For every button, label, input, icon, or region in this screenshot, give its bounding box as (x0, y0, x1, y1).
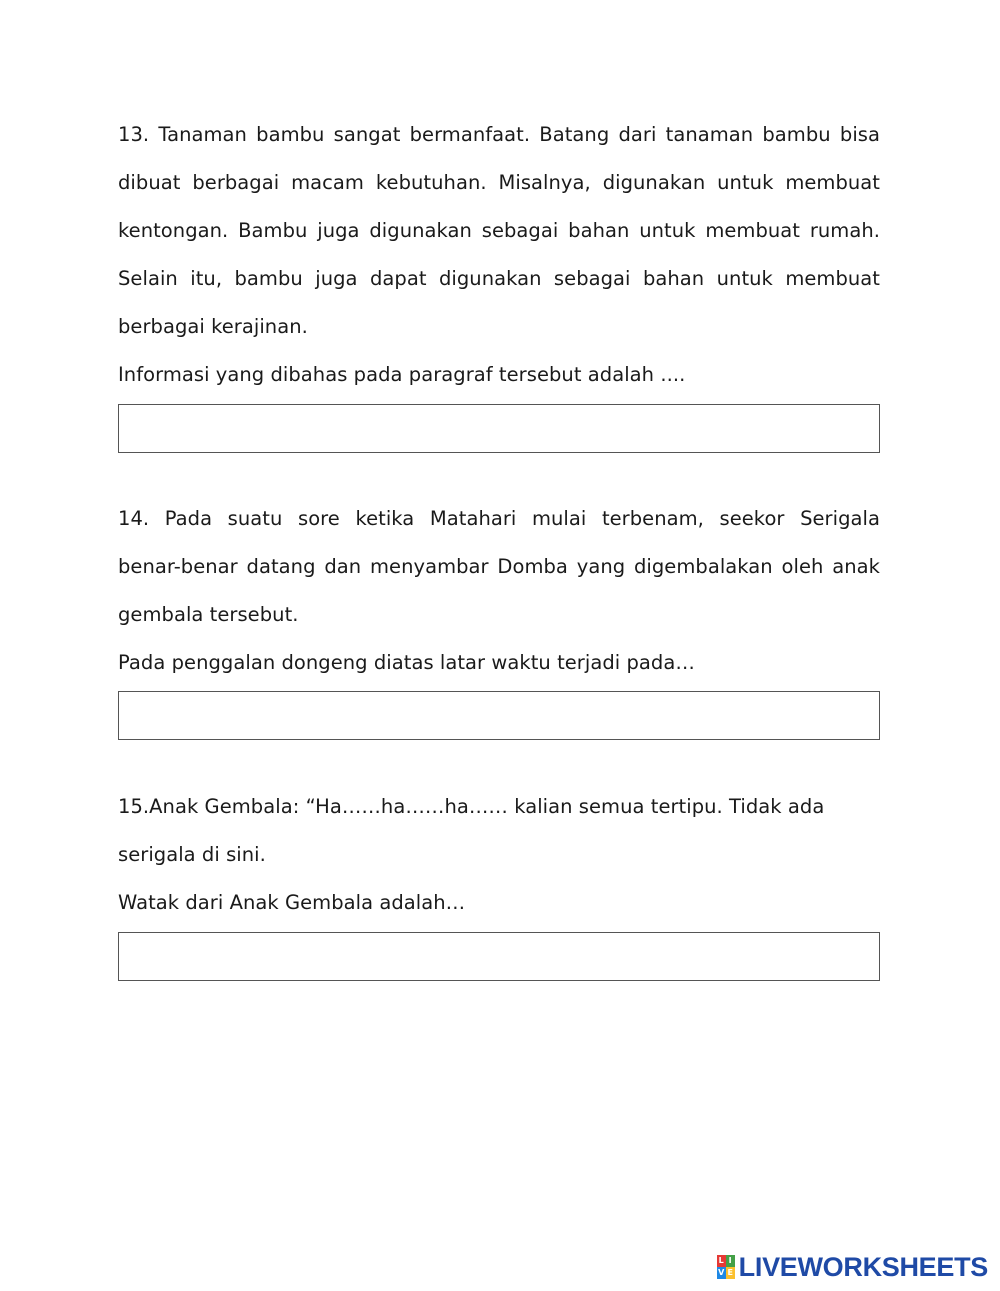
answer-input-14[interactable] (118, 691, 880, 740)
liveworksheets-logo[interactable] (717, 1247, 988, 1287)
question-text-line: gembala tersebut. (118, 603, 299, 626)
logo-letter: E (727, 1268, 733, 1277)
answer-input-15[interactable] (118, 932, 880, 981)
question-13 (118, 111, 880, 399)
question-text-line: berbagai kerajinan. (118, 315, 308, 338)
question-text-line: kentongan. Bambu juga digunakan sebagai bahan untuk membuat rumah. (118, 219, 880, 242)
question-14 (118, 495, 880, 687)
question-text-line: 15.Anak Gembala: “Ha……ha……ha…… kalian semua tertipu. Tidak ada (118, 795, 825, 818)
question-text-line: Selain itu, bambu juga dapat digunakan sebagai bahan untuk membuat (118, 267, 880, 290)
question-text-line: 14. Pada suatu sore ketika Matahari mulai terbenam, seekor Serigala (118, 507, 880, 530)
logo-letter: L (718, 1256, 724, 1265)
question-prompt: Informasi yang dibahas pada paragraf tersebut adalah .... (118, 363, 686, 386)
logo-letter: I (726, 1255, 735, 1267)
question-15 (118, 783, 880, 927)
question-text-line: benar-benar datang dan menyambar Domba yang digembalakan oleh anak (118, 555, 880, 578)
answer-input-13[interactable] (118, 404, 880, 453)
liveworksheets-logo-icon (717, 1255, 735, 1279)
question-text-line: serigala di sini. (118, 843, 266, 866)
question-prompt: Pada penggalan dongeng diatas latar waktu terjadi pada… (118, 651, 695, 674)
question-text-line: 13. Tanaman bambu sangat bermanfaat. Batang dari tanaman bambu bisa (118, 123, 880, 146)
logo-letter: V (718, 1268, 725, 1277)
brand-name: LIVEWORKSHEETS (738, 1251, 988, 1282)
question-text-line: dibuat berbagai macam kebutuhan. Misalnya, digunakan untuk membuat (118, 171, 880, 194)
question-prompt: Watak dari Anak Gembala adalah… (118, 891, 466, 914)
